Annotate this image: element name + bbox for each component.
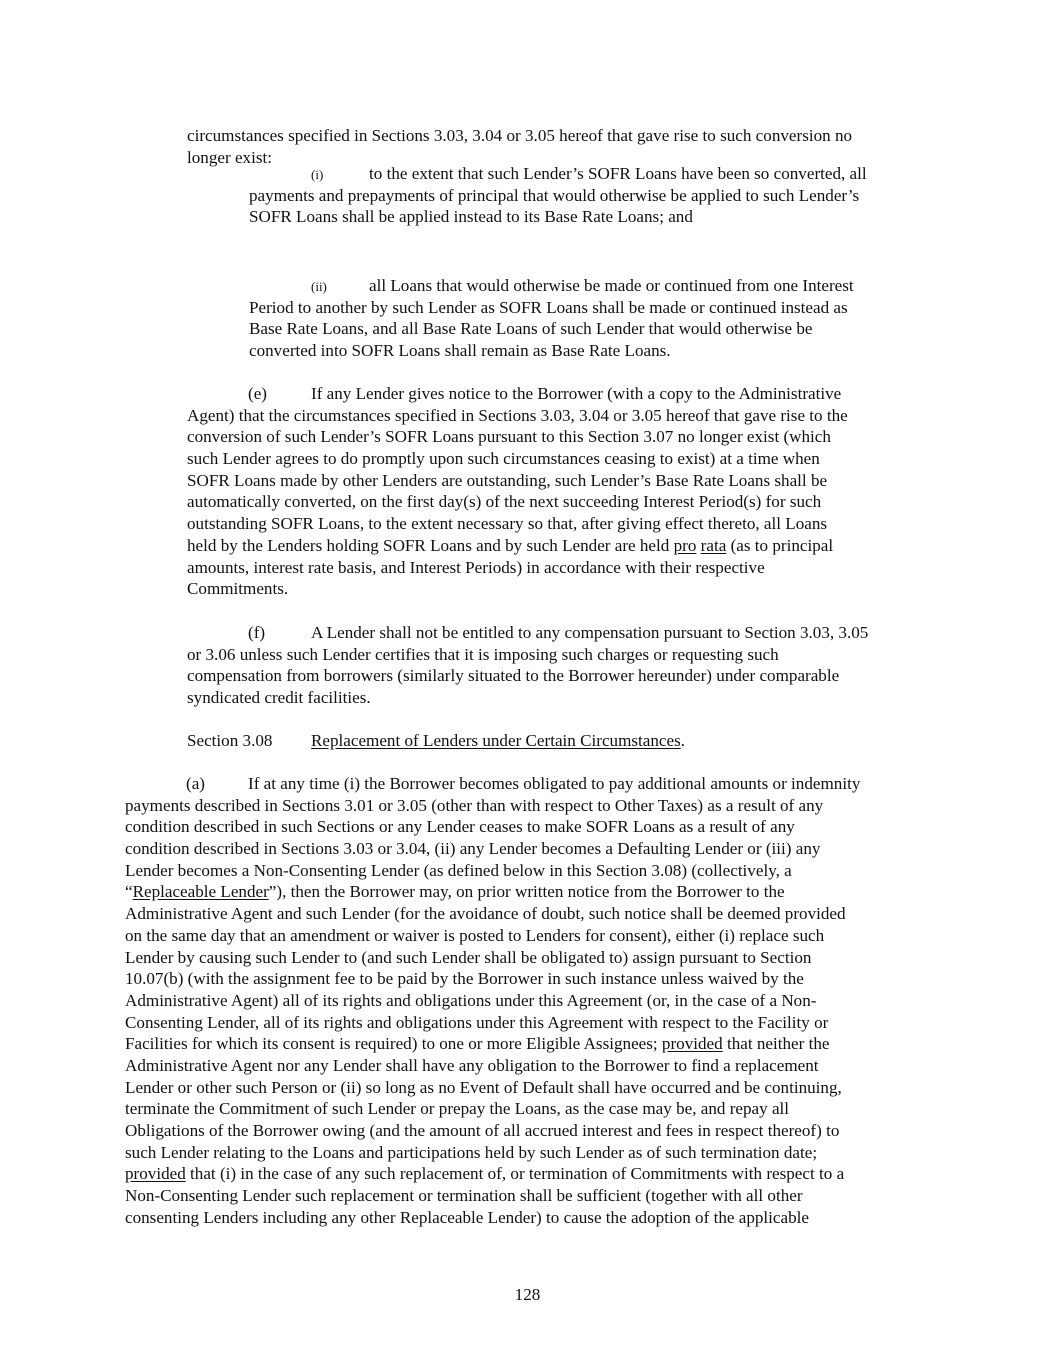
intro-paragraph <box>187 125 852 168</box>
text-line: condition described in such Sections or any Lender ceases to make SOFR Loans as a result of any <box>125 817 795 837</box>
clause-i <box>249 163 867 228</box>
text-line: terminate the Commitment of such Lender or prepay the Loans, as the case may be, and repay all <box>125 1099 790 1119</box>
pro-rata-term: rata <box>700 535 727 555</box>
text-line: converted into SOFR Loans shall remain as Base Rate Loans. <box>249 341 671 361</box>
text-line: Period to another by such Lender as SOFR Loans shall be made or continued instead as <box>249 297 848 317</box>
section-heading: Section 3.08 Replacement of Lenders under Certain Circumstances. <box>187 731 686 750</box>
text-line: payments and prepayments of principal that would otherwise be applied to such Lender’s <box>249 185 860 205</box>
text-line: Commitments. <box>187 579 289 599</box>
text-line: consenting Lenders including any other Replaceable Lender) to cause the adoption of the applicable <box>125 1207 809 1227</box>
text-line: Lender by causing such Lender to (and such Lender shall be obligated to) assign pursuant to Section <box>125 947 812 967</box>
text-line: Lender becomes a Non-Consenting Lender (as defined below in this Section 3.08) (collectively, a <box>125 860 792 880</box>
text-line: such Lender relating to the Loans and participations held by such Lender as of such termination date; <box>125 1142 818 1162</box>
text-line: Administrative Agent nor any Lender shall have any obligation to the Borrower to find a replacement <box>125 1055 819 1075</box>
provided-term: provided <box>125 1164 186 1184</box>
clause-ii <box>249 275 854 362</box>
text-line: SOFR Loans shall be applied instead to its Base Rate Loans; and <box>249 207 693 227</box>
paragraph-f-first-line: A Lender shall not be entitled to any compensation pursuant to Section 3.03, 3.05 <box>311 623 869 642</box>
clause-i-first-line: to the extent that such Lender’s SOFR Loans have been so converted, all <box>369 164 867 183</box>
text-line: Non-Consenting Lender such replacement or termination shall be sufficient (together with all other <box>125 1186 803 1206</box>
text-line: outstanding SOFR Loans, to the extent necessary so that, after giving effect thereto, all Loans <box>187 514 828 534</box>
paragraph-a <box>125 773 860 1228</box>
section-title: Replacement of Lenders under Certain Circumstances <box>311 731 681 750</box>
text-line: compensation from borrowers (similarly situated to the Borrower hereunder) under comparable <box>187 666 840 686</box>
text-line: circumstances specified in Sections 3.03, 3.04 or 3.05 hereof that gave rise to such conversion no <box>187 126 853 145</box>
text-line: or 3.06 unless such Lender certifies that it is imposing such charges or requesting such <box>187 644 779 664</box>
text-line: Base Rate Loans, and all Base Rate Loans of such Lender that would otherwise be <box>249 319 813 339</box>
section-number: Section 3.08 <box>187 731 273 750</box>
text-line: payments described in Sections 3.01 or 3.05 (other than with respect to Other Taxes) as a result of any <box>125 795 824 815</box>
paragraph-e <box>187 383 848 600</box>
text-line: Administrative Agent and such Lender (for the avoidance of doubt, such notice shall be deemed provided <box>125 904 846 924</box>
provided-term: provided <box>661 1034 723 1054</box>
paragraph-f-label: (f) <box>248 623 266 642</box>
text-line: longer exist: <box>187 147 272 167</box>
text-line: syndicated credit facilities. <box>187 688 371 708</box>
replaceable-lender-term: Replaceable Lender <box>132 882 269 902</box>
text-line: Administrative Agent) all of its rights and obligations under this Agreement (or, in the case of a Non- <box>125 990 817 1010</box>
text-line: Consenting Lender, all of its rights and obligations under this Agreement with respect to the Facility or <box>125 1012 829 1032</box>
text-line: provided that (i) in the case of any such replacement of, or termination of Commitments with respect to a <box>125 1164 845 1184</box>
pro-rata-term: pro <box>673 535 697 555</box>
text-line: amounts, interest rate basis, and Interest Periods) in accordance with their respective <box>187 557 765 577</box>
text-line: held by the Lenders holding SOFR Loans and by such Lender are held pro rata (as to principal <box>187 535 834 555</box>
paragraph-f <box>187 622 868 709</box>
text-line: condition described in Sections 3.03 or 3.04, (ii) any Lender becomes a Defaulting Lender or (iii) any <box>125 839 821 859</box>
text-line: Lender or other such Person or (ii) so long as no Event of Default shall have occurred and be continuing, <box>125 1077 842 1097</box>
text-line: conversion of such Lender’s SOFR Loans pursuant to this Section 3.07 no longer exist (which <box>187 427 831 447</box>
text-line: SOFR Loans made by other Lenders are outstanding, such Lender’s Base Rate Loans shall be <box>187 470 828 490</box>
paragraph-e-first-line: If any Lender gives notice to the Borrower (with a copy to the Administrative <box>311 384 842 403</box>
paragraph-e-label: (e) <box>248 384 267 403</box>
text-line: Obligations of the Borrower owing (and the amount of all accrued interest and fees in respect thereof) to <box>125 1121 840 1140</box>
text-line: on the same day that an amendment or waiver is posted to Lenders for consent), either (i) replace such <box>125 925 825 945</box>
text-line: Agent) that the circumstances specified in Sections 3.03, 3.04 or 3.05 hereof that gave rise to the <box>187 405 848 425</box>
clause-ii-first-line: all Loans that would otherwise be made or continued from one Interest <box>369 276 854 295</box>
text-line: automatically converted, on the first day(s) of the next succeeding Interest Period(s) for such <box>187 492 822 512</box>
paragraph-a-first-line: If at any time (i) the Borrower becomes obligated to pay additional amounts or indemnity <box>248 774 861 793</box>
text-line: Facilities for which its consent is required) to one or more Eligible Assignees; provided that neither the <box>125 1034 830 1054</box>
text-line: such Lender agrees to do promptly upon such circumstances ceasing to exist) at a time when <box>187 449 820 469</box>
text-line: “Replaceable Lender”), then the Borrower may, on prior written notice from the Borrower to the <box>125 882 785 902</box>
clause-i-label: (i) <box>311 167 324 182</box>
clause-ii-label: (ii) <box>311 279 327 294</box>
text-line: 10.07(b) (with the assignment fee to be paid by the Borrower in such instance unless waived by the <box>125 969 804 989</box>
paragraph-a-label: (a) <box>186 774 205 793</box>
page-number: 128 <box>514 1285 541 1304</box>
